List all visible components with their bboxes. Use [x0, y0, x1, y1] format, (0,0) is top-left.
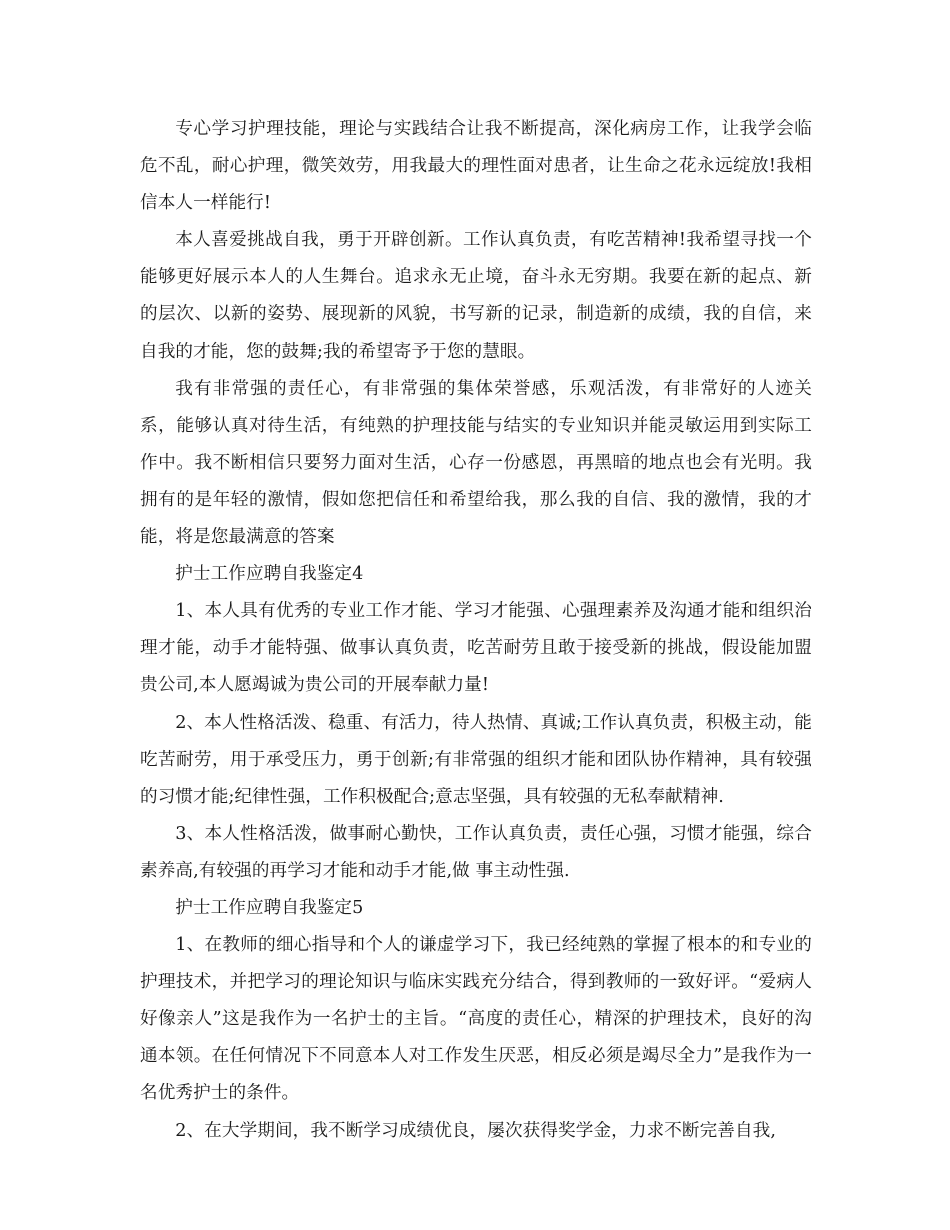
paragraph-4-3: 3、本人性格活泼，做事耐心勤快，工作认真负责，责任心强，习惯才能强，综合素养高,有较强的再学习才能和动手才能,做 事主动性强.: [140, 823, 812, 881]
paragraph-5-1: 1、在教师的细心指导和个人的谦虚学习下，我已经纯熟的掌握了根本的和专业的护理技术，并把学习的理论知识与临床实践充分结合，得到教师的一致好评。“爱病人好像亲人”这是我作为一名护士的主旨。“高度的责任心，精深的护理技术，良好的沟通本领。在任何情况下不同意本人对工作发生厌恶，相反必须是竭尽全力”是我作为一名优秀护士的条件。: [140, 935, 812, 1104]
section-heading-5: 护士工作应聘自我鉴定5: [175, 897, 364, 918]
paragraph-4-1: 1、本人具有优秀的专业工作才能、学习才能强、心强理素养及沟通才能和组织治理才能，动手才能特强、做事认真负责，吃苦耐劳且敢于接受新的挑战，假设能加盟贵公司,本人愿竭诚为贵公司的开展奉献力量!: [140, 601, 812, 696]
paragraph-1: 专心学习护理技能，理论与实践结合让我不断提高，深化病房工作，让我学会临危不乱，耐心护理，微笑效劳，用我最大的理性面对患者，让生命之花永远绽放!我相信本人一样能行!: [140, 119, 812, 214]
paragraph-4-2: 2、本人性格活泼、稳重、有活力，待人热情、真诚;工作认真负责，积极主动，能吃苦耐劳，用于承受压力，勇于创新;有非常强的组织才能和团队协作精神，具有较强的习惯才能;纪律性强，工作积极配合;意志坚强，具有较强的无私奉献精神.: [140, 712, 812, 807]
document-body: [140, 111, 812, 1150]
section-heading-4: 护士工作应聘自我鉴定4: [175, 564, 364, 585]
paragraph-2: 本人喜爱挑战自我，勇于开辟创新。工作认真负责，有吃苦精神!我希望寻找一个能够更好展示本人的人生舞台。追求永无止境，奋斗永无穷期。我要在新的起点、新的层次、以新的姿势、展现新的风貌，书写新的记录，制造新的成绩，我的自信，来自我的才能，您的鼓舞;我的希望寄予于您的慧眼。: [140, 230, 812, 362]
paragraph-5-2: 2、在大学期间，我不断学习成绩优良，屡次获得奖学金，力求不断完善自我,: [175, 1120, 777, 1141]
paragraph-3: 我有非常强的责任心，有非常强的集体荣誉感，乐观活泼，有非常好的人迹关系，能够认真对待生活，有纯熟的护理技能与结实的专业知识并能灵敏运用到实际工作中。我不断相信只要努力面对生活，心存一份感恩，再黑暗的地点也会有光明。我拥有的是年轻的激情，假如您把信任和希望给我，那么我的自信、我的激情，我的才能，将是您最满意的答案: [140, 378, 812, 548]
